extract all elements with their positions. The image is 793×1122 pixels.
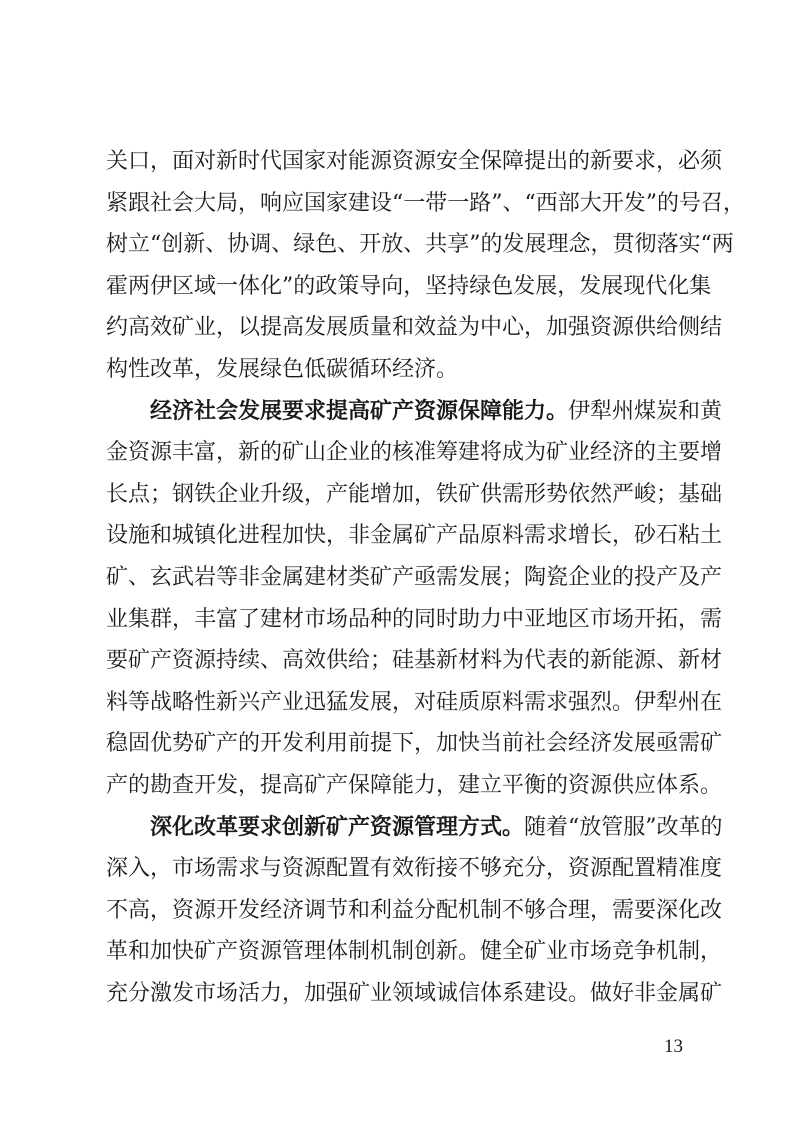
text-line: 深入，市场需求与资源配置有效衔接不够充分，资源配置精准度 [106,856,723,882]
text-line: 约高效矿业，以提高发展质量和效益为中心，加强资源供给侧结 [106,315,723,341]
page-number: 13 [664,1036,683,1057]
text-line: 树立“创新、协调、绿色、开放、共享”的发展理念，贯彻落实“两 [106,232,734,258]
text-line: 充分激发市场活力，加强矿业领域诚信体系建设。做好非金属矿 [106,980,723,1006]
paragraph-first-line [106,391,723,433]
paragraph-heading: 经济社会发展要求提高矿产资源保障能力。 [150,398,569,424]
text-line: 革和加快矿产资源管理体制机制创新。健全矿业市场竞争机制， [106,939,723,965]
text-line: 关口，面对新时代国家对能源资源安全保障提出的新要求，必须 [106,149,723,174]
text-line: 设施和城镇化进程加快，非金属矿产品原料需求增长，砂石粘土 [106,523,723,549]
text-line: 不高，资源开发经济调节和利益分配机制不够合理，需要深化改 [106,897,723,923]
paragraph-heading: 深化改革要求创新矿产资源管理方式。 [150,814,525,840]
text-line: 构性改革，发展绿色低碳循环经济。 [106,356,459,382]
text-line: 矿、玄武岩等非金属建材类矿产亟需发展；陶瓷企业的投产及产 [106,564,723,590]
text-line: 长点；钢铁企业升级，产能增加，铁矿供需形势依然严峻；基础 [106,481,723,507]
paragraph-first-line [106,807,723,849]
body-text [106,141,745,1014]
text-line: 料等战略性新兴产业迅猛发展，对硅质原料需求强烈。伊犁州在 [106,689,723,715]
text-line: 紧跟社会大局，响应国家建设“一带一路”、“西部大开发”的号召， [106,190,745,216]
text-line: 霍两伊区域一体化”的政策导向，坚持绿色发展，发展现代化集 [106,273,712,299]
text-line: 金资源丰富，新的矿山企业的核准筹建将成为矿业经济的主要增 [106,440,723,466]
text-line: 业集群，丰富了建材市场品种的同时助力中亚地区市场开拓，需 [106,606,723,632]
text-line: 产的勘查开发，提高矿产保障能力，建立平衡的资源供应体系。 [106,772,723,798]
text-run: 随着“放管服”改革的 [524,814,723,840]
text-line: 稳固优势矿产的开发利用前提下，加快当前社会经济发展亟需矿 [106,731,723,757]
text-line: 要矿产资源持续、高效供给；硅基新材料为代表的新能源、新材 [106,648,723,674]
text-run: 伊犁州煤炭和黄 [568,398,723,424]
